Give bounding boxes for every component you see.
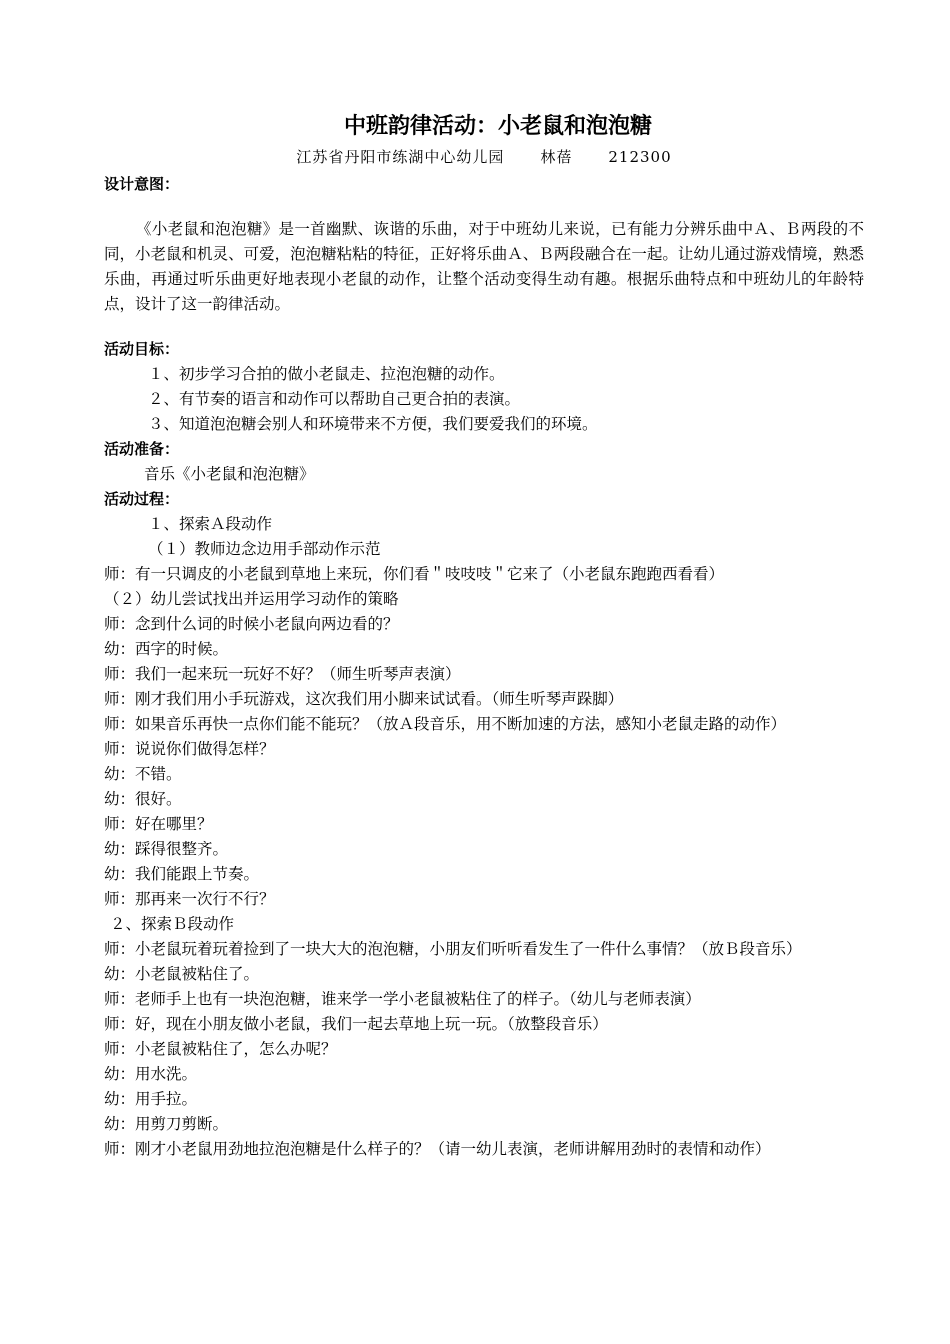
dialogue-line: 师：念到什么词的时候小老鼠向两边看的？ xyxy=(104,615,399,633)
dialogue-line: 师：好，现在小朋友做小老鼠，我们一起去草地上玩一玩。（放整段音乐） xyxy=(104,1015,608,1033)
dialogue-line: 师：小老鼠被粘住了，怎么办呢？ xyxy=(104,1040,337,1058)
dialogue-line: 幼：小老鼠被粘住了。 xyxy=(104,965,260,983)
dialogue-line: 幼：用手拉。 xyxy=(104,1090,198,1108)
dialogue-line: 师：刚才小老鼠用劲地拉泡泡糖是什么样子的？（请一幼儿表演，老师讲解用劲时的表情和动作） xyxy=(104,1140,771,1158)
dialogue-line: 师：有一只调皮的小老鼠到草地上来玩，你们看＂吱吱吱＂它来了（小老鼠东跑跑西看看） xyxy=(104,565,725,583)
goal-item-1: １、初步学习合拍的做小老鼠走、拉泡泡糖的动作。 xyxy=(148,365,505,383)
design-heading: 设计意图： xyxy=(104,175,180,193)
dialogue-line: 幼：不错。 xyxy=(104,765,182,783)
prep-heading: 活动准备： xyxy=(104,440,180,458)
goal-item-2: ２、有节奏的语言和动作可以帮助自己更合拍的表演。 xyxy=(148,390,521,408)
goal-item-3: ３、知道泡泡糖会别人和环境带来不方便，我们要爱我们的环境。 xyxy=(148,415,598,433)
step-2: ２、探索Ｂ段动作 xyxy=(110,915,235,933)
dialogue-line: 师：好在哪里？ xyxy=(104,815,213,833)
document-page xyxy=(104,110,864,1162)
design-paragraph: 《小老鼠和泡泡糖》是一首幽默、诙谐的乐曲，对于中班幼儿来说，已有能力分辨乐曲中Ａ、Ｂ两段的不同，小老鼠和机灵、可爱，泡泡糖粘粘的特征，正好将乐曲Ａ、Ｂ两段融合在一起。让幼儿通过游戏情境，熟悉乐曲，再通过听乐曲更好地表现小老鼠的动作，让整个活动变得生动有趣。根据乐曲特点和中班幼儿的年龄特点，设计了这一韵律活动。 xyxy=(104,220,864,313)
dialogue-line: 幼：我们能跟上节奏。 xyxy=(104,865,260,883)
author-line xyxy=(104,144,864,172)
dialogue-line: （２）幼儿尝试找出并运用学习动作的策略 xyxy=(104,590,399,608)
dialogue-line: 幼：西字的时候。 xyxy=(104,640,229,658)
dialogue-line: 幼：很好。 xyxy=(104,790,182,808)
author-postcode: 212300 xyxy=(608,148,672,166)
dialogue-line: 师：如果音乐再快一点你们能不能玩？（放Ａ段音乐，用不断加速的方法，感知小老鼠走路的动作） xyxy=(104,715,787,733)
prep-text: 音乐《小老鼠和泡泡糖》 xyxy=(144,465,315,483)
process-heading: 活动过程： xyxy=(104,490,180,508)
dialogue-line: 师：小老鼠玩着玩着捡到了一块大大的泡泡糖，小朋友们听听看发生了一件什么事情？（放Ｂ段音乐） xyxy=(104,940,802,958)
step-1: １、探索Ａ段动作 xyxy=(148,515,273,533)
goals-heading: 活动目标： xyxy=(104,340,180,358)
dialogue-line: 师：刚才我们用小手玩游戏，这次我们用小脚来试试看。（师生听琴声跺脚） xyxy=(104,690,624,708)
step-1-1: （１）教师边念边用手部动作示范 xyxy=(148,540,381,558)
dialogue-line: 师：说说你们做得怎样？ xyxy=(104,740,275,758)
dialogue-line: 幼：用水洗。 xyxy=(104,1065,198,1083)
dialogue-line: 师：老师手上也有一块泡泡糖，谁来学一学小老鼠被粘住了的样子。（幼儿与老师表演） xyxy=(104,990,701,1008)
dialogue-line: 幼：用剪刀剪断。 xyxy=(104,1115,229,1133)
dialogue-line: 师：那再来一次行不行？ xyxy=(104,890,275,908)
author-name: 林蓓 xyxy=(540,148,573,166)
dialogue-line: 幼：踩得很整齐。 xyxy=(104,840,229,858)
document-title: 中班韵律活动：小老鼠和泡泡糖 xyxy=(343,114,652,139)
dialogue-line: 师：我们一起来玩一玩好不好？（师生听琴声表演） xyxy=(104,665,461,683)
author-school: 江苏省丹阳市练湖中心幼儿园 xyxy=(296,148,505,166)
